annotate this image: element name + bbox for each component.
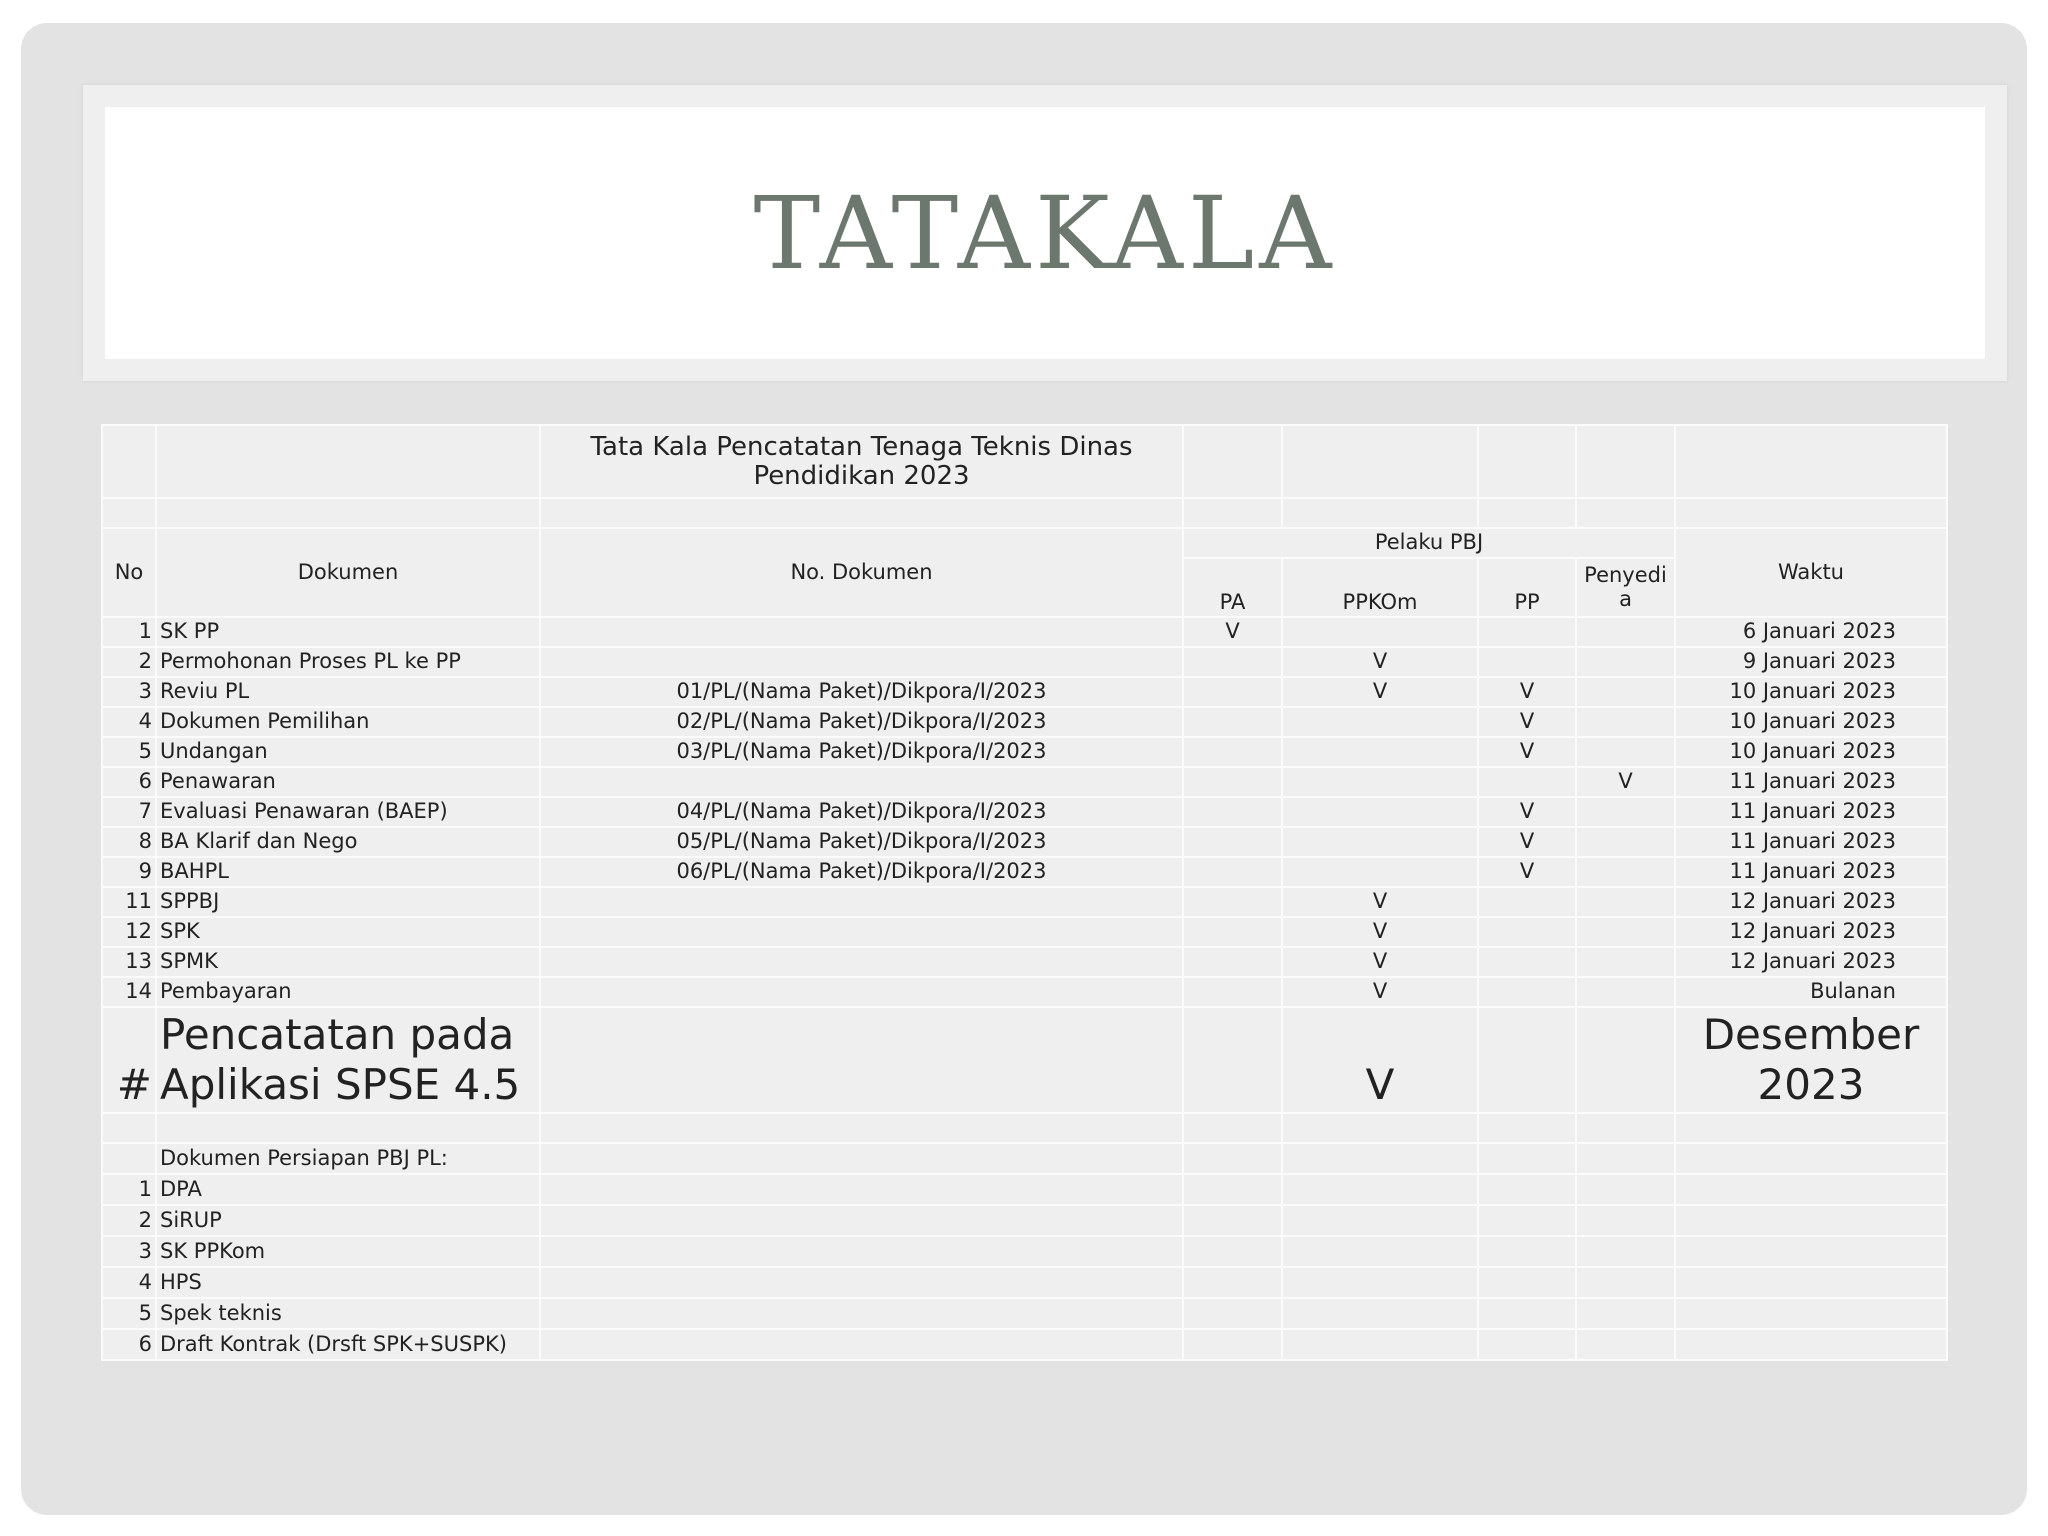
cell-pp: V [1478,827,1576,857]
table-row [102,707,1947,737]
table-row [102,917,1947,947]
cell-penyedia: V [1576,767,1675,797]
cell-penyedia [1576,857,1675,887]
table-row [102,677,1947,707]
cell-dokumen: BAHPL [156,857,540,887]
table-row [102,977,1947,1007]
prep-row [102,1329,1947,1360]
prep-heading-row [102,1143,1947,1174]
cell-penyedia [1576,707,1675,737]
cell-no: 9 [102,857,156,887]
table-row [102,827,1947,857]
cell-dokumen [156,1007,540,1113]
cell-pa [1183,797,1282,827]
header-no: No [102,528,156,617]
cell-no: # [102,1007,156,1113]
cell-pa [1183,827,1282,857]
cell-ppkom [1282,797,1478,827]
cell-ppkom [1282,617,1478,647]
cell-no-dokumen: 03/PL/(Nama Paket)/Dikpora/I/2023 [540,737,1183,767]
cell-dokumen: Permohonan Proses PL ke PP [156,647,540,677]
spacer-row [102,1113,1947,1143]
cell-no-dokumen [540,647,1183,677]
cell-no: 3 [102,1236,156,1267]
header-row-1 [102,528,1947,558]
table-title: Tata Kala Pencatatan Tenaga Teknis Dinas Pendidikan 2023 [540,425,1183,498]
cell-dokumen: Draft Kontrak (Drsft SPK+SUSPK) [156,1329,540,1360]
cell-dokumen: SPK [156,917,540,947]
special-dokumen-line1: Pencatatan pada [160,1009,515,1059]
cell-no: 3 [102,677,156,707]
cell-penyedia [1576,827,1675,857]
cell-dokumen: DPA [156,1174,540,1205]
prep-heading: Dokumen Persiapan PBJ PL: [156,1143,540,1174]
header-pelaku: Pelaku PBJ [1183,528,1675,558]
cell-pa [1183,887,1282,917]
cell-pp: V [1478,857,1576,887]
cell-dokumen: Penawaran [156,767,540,797]
cell-no-dokumen: 04/PL/(Nama Paket)/Dikpora/I/2023 [540,797,1183,827]
prep-row [102,1205,1947,1236]
cell-penyedia [1576,647,1675,677]
cell-waktu: 11 Januari 2023 [1675,857,1947,887]
special-dokumen-line2: Aplikasi SPSE 4.5 [160,1060,521,1109]
cell-dokumen: HPS [156,1267,540,1298]
header-pp: PP [1478,558,1576,617]
cell-dokumen: Reviu PL [156,677,540,707]
cell-ppkom: V [1282,947,1478,977]
prep-row [102,1298,1947,1329]
cell-no: 5 [102,737,156,767]
cell-pp [1478,947,1576,977]
cell-no: 14 [102,977,156,1007]
cell-waktu: Bulanan [1675,977,1947,1007]
prep-row [102,1236,1947,1267]
cell-no: 2 [102,647,156,677]
cell-dokumen: SPPBJ [156,887,540,917]
special-row [102,1007,1947,1113]
cell-pp [1478,917,1576,947]
cell-no-dokumen [540,1007,1183,1113]
cell-no: 5 [102,1298,156,1329]
cell-pp [1478,887,1576,917]
cell-penyedia [1576,677,1675,707]
title-area [105,107,1985,359]
title-frame [83,85,2007,381]
cell-no-dokumen: 01/PL/(Nama Paket)/Dikpora/I/2023 [540,677,1183,707]
cell-no-dokumen: 02/PL/(Nama Paket)/Dikpora/I/2023 [540,707,1183,737]
cell-ppkom [1282,707,1478,737]
cell-pa [1183,1007,1282,1113]
cell-dokumen: SK PP [156,617,540,647]
table-title-row [102,425,1947,498]
cell-no-dokumen [540,887,1183,917]
table-row [102,647,1947,677]
cell-pp [1478,1007,1576,1113]
cell-pa: V [1183,617,1282,647]
cell-pa [1183,707,1282,737]
table-row [102,617,1947,647]
cell-ppkom [1282,827,1478,857]
cell-penyedia [1576,947,1675,977]
cell-penyedia [1576,617,1675,647]
cell-no-dokumen [540,767,1183,797]
header-waktu: Waktu [1675,528,1947,617]
cell-pa [1183,917,1282,947]
cell-pp: V [1478,707,1576,737]
cell-no-dokumen: 06/PL/(Nama Paket)/Dikpora/I/2023 [540,857,1183,887]
cell-pa [1183,857,1282,887]
cell-no: 6 [102,1329,156,1360]
cell-dokumen: Dokumen Pemilihan [156,707,540,737]
cell-dokumen: Spek teknis [156,1298,540,1329]
cell-penyedia [1576,977,1675,1007]
cell-no-dokumen: 05/PL/(Nama Paket)/Dikpora/I/2023 [540,827,1183,857]
table-row [102,767,1947,797]
cell-no: 11 [102,887,156,917]
cell-no: 4 [102,1267,156,1298]
cell-dokumen: SK PPKom [156,1236,540,1267]
header-no-dokumen: No. Dokumen [540,528,1183,617]
cell-no-dokumen [540,947,1183,977]
cell-pa [1183,737,1282,767]
cell-penyedia [1576,887,1675,917]
cell-waktu: 12 Januari 2023 [1675,947,1947,977]
cell-no: 12 [102,917,156,947]
header-pa: PA [1183,558,1282,617]
cell-pa [1183,947,1282,977]
cell-ppkom: V [1282,977,1478,1007]
header-dokumen: Dokumen [156,528,540,617]
cell-dokumen: Pembayaran [156,977,540,1007]
table-row [102,947,1947,977]
cell-penyedia [1576,917,1675,947]
cell-pp: V [1478,677,1576,707]
cell-penyedia [1576,797,1675,827]
cell-no-dokumen [540,617,1183,647]
cell-waktu: 10 Januari 2023 [1675,737,1947,767]
cell-ppkom [1282,767,1478,797]
cell-dokumen: Undangan [156,737,540,767]
header-penyedia: Penyedi a [1576,558,1675,617]
cell-waktu: 11 Januari 2023 [1675,767,1947,797]
cell-waktu [1675,1007,1947,1113]
special-waktu-line1: Desember [1702,1009,1920,1059]
cell-ppkom: V [1282,887,1478,917]
cell-no: 1 [102,1174,156,1205]
cell-pp [1478,617,1576,647]
cell-waktu: 11 Januari 2023 [1675,797,1947,827]
cell-dokumen: Evaluasi Penawaran (BAEP) [156,797,540,827]
cell-dokumen: SPMK [156,947,540,977]
cell-waktu: 9 Januari 2023 [1675,647,1947,677]
cell-pp [1478,977,1576,1007]
prep-row [102,1267,1947,1298]
cell-penyedia [1576,1007,1675,1113]
table-row [102,797,1947,827]
cell-no-dokumen [540,977,1183,1007]
cell-ppkom: V [1282,1007,1478,1113]
cell-ppkom: V [1282,677,1478,707]
cell-no: 4 [102,707,156,737]
table-row [102,737,1947,767]
spacer-row [102,498,1947,528]
cell-pa [1183,767,1282,797]
cell-pp: V [1478,797,1576,827]
cell-no: 8 [102,827,156,857]
cell-ppkom [1282,857,1478,887]
cell-ppkom: V [1282,647,1478,677]
cell-waktu: 6 Januari 2023 [1675,617,1947,647]
cell-no: 13 [102,947,156,977]
cell-ppkom: V [1282,917,1478,947]
header-ppkom: PPKOm [1282,558,1478,617]
cell-pa [1183,677,1282,707]
cell-waktu: 12 Januari 2023 [1675,917,1947,947]
cell-waktu: 10 Januari 2023 [1675,707,1947,737]
tatakala-table [101,424,1948,1361]
cell-pa [1183,647,1282,677]
cell-waktu: 11 Januari 2023 [1675,827,1947,857]
cell-pp [1478,767,1576,797]
special-waktu-line2: 2023 [1757,1060,1865,1109]
cell-no: 2 [102,1205,156,1236]
cell-waktu: 12 Januari 2023 [1675,887,1947,917]
table-row [102,887,1947,917]
cell-pa [1183,977,1282,1007]
prep-row [102,1174,1947,1205]
cell-waktu: 10 Januari 2023 [1675,677,1947,707]
cell-pp [1478,647,1576,677]
cell-no: 1 [102,617,156,647]
cell-dokumen: BA Klarif dan Nego [156,827,540,857]
cell-no: 7 [102,797,156,827]
slide-title: TATAKALA [753,174,1337,292]
cell-ppkom [1282,737,1478,767]
cell-no-dokumen [540,917,1183,947]
cell-no: 6 [102,767,156,797]
cell-dokumen: SiRUP [156,1205,540,1236]
cell-pp: V [1478,737,1576,767]
cell-penyedia [1576,737,1675,767]
table-row [102,857,1947,887]
